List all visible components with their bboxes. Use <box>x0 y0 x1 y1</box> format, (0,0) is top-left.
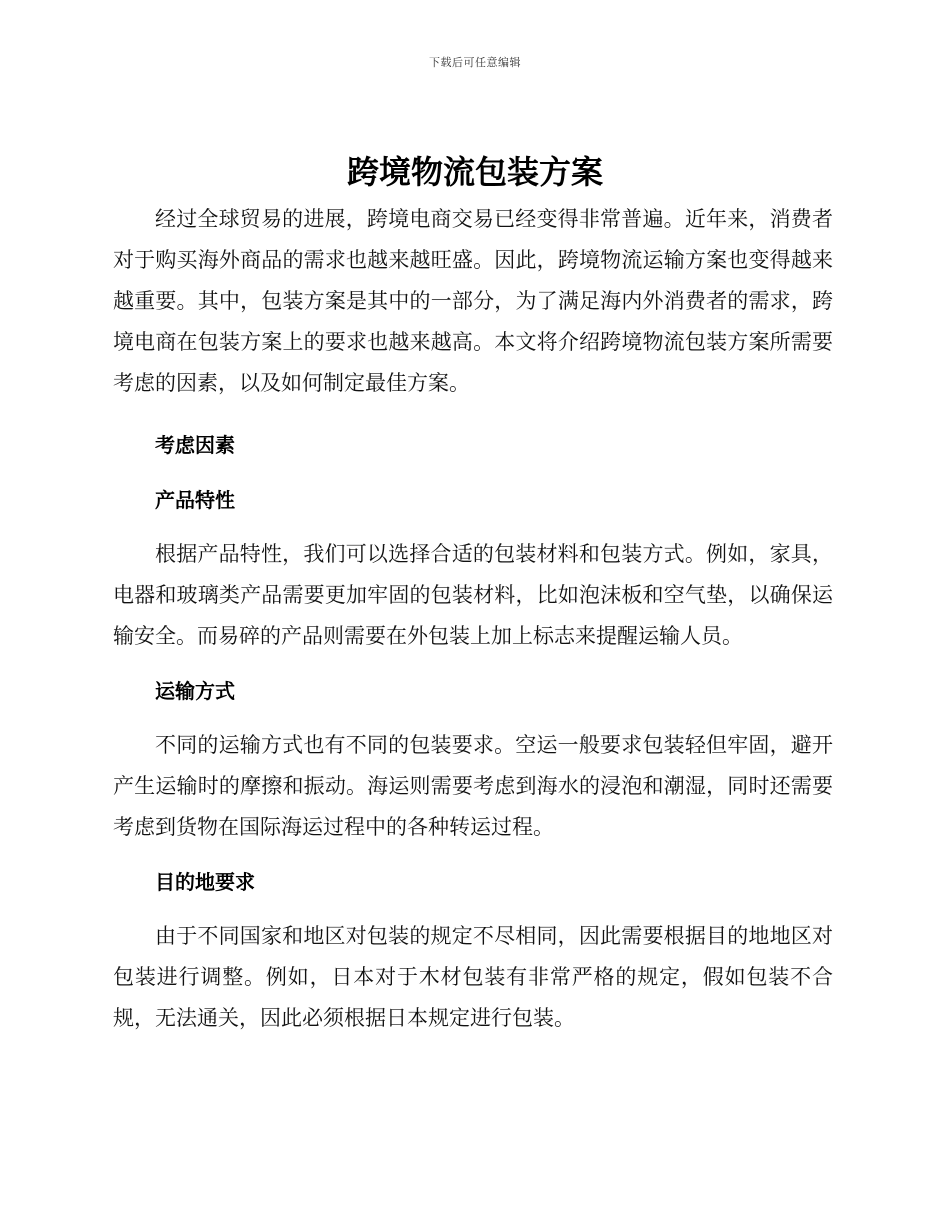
page-header-note: 下载后可任意编辑 <box>429 56 521 69</box>
section-heading-considerations: 考虑因素 <box>155 433 235 457</box>
intro-paragraph: 经过全球贸易的进展，跨境电商交易已经变得非常普遍。近年来，消费者对于购买海外商品的需求也越来越旺盛。因此，跨境物流运输方案也变得越来越重要。其中，包装方案是其中的一部分，为了满足海内外消费者的需求，跨境电商在包装方案上的要求也越来越高。本文将介绍跨境物流包装方案所需要考虑的因素，以及如何制定最佳方案。 <box>113 207 833 395</box>
subsection-body-destination: 由于不同国家和地区对包装的规定不尽相同，因此需要根据目的地地区对包装进行调整。例如，日本对于木材包装有非常严格的规定，假如包装不合规，无法通关，因此必须根据日本规定进行包装。 <box>113 924 833 1030</box>
document-title: 跨境物流包装方案 <box>346 153 603 191</box>
subsection-body-product: 根据产品特性，我们可以选择合适的包装材料和包装方式。例如，家具，电器和玻璃类产品需要更加牢固的包装材料，比如泡沫板和空气垫，以确保运输安全。而易碎的产品则需要在外包装上加上标志来提醒运输人员。 <box>113 542 833 648</box>
subsection-heading-product: 产品特性 <box>155 488 235 512</box>
subsection-heading-destination: 目的地要求 <box>155 870 255 894</box>
subsection-heading-transport: 运输方式 <box>155 679 235 703</box>
document-body <box>113 199 833 1039</box>
subsection-body-transport: 不同的运输方式也有不同的包装要求。空运一般要求包装轻但牢固，避开产生运输时的摩擦和振动。海运则需要考虑到海水的浸泡和潮湿，同时还需要考虑到货物在国际海运过程中的各种转运过程。 <box>113 733 833 839</box>
